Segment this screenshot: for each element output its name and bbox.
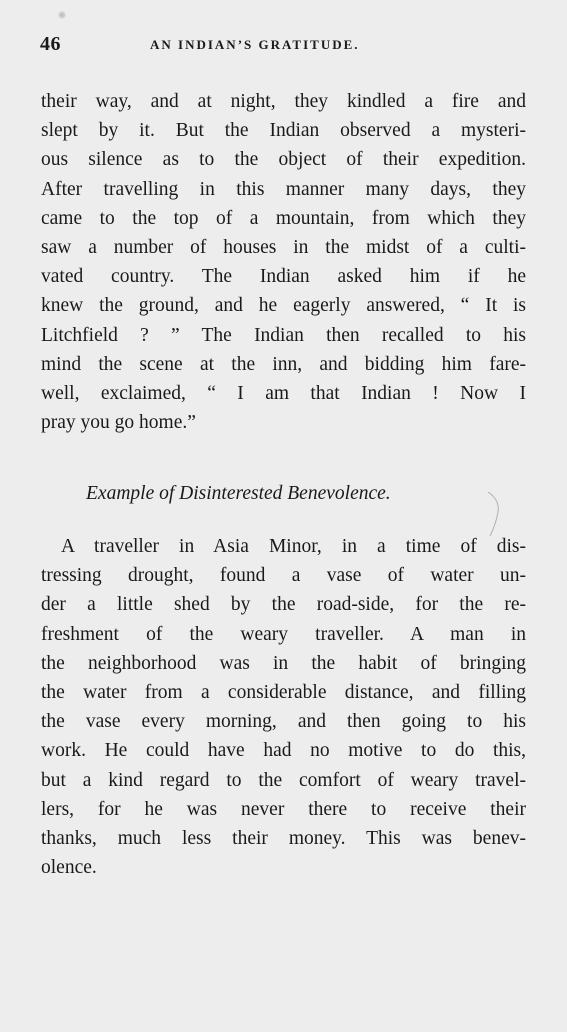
text-line: tressing drought, found a vase of water un-: [41, 565, 526, 587]
text-line: Litchfield ? ” The Indian then recalled to his: [41, 324, 526, 346]
paragraph-2: [41, 532, 526, 882]
text-line: the neighborhood was in the habit of bringing: [41, 652, 526, 674]
ink-speck: [58, 11, 66, 19]
text-line: well, exclaimed, “ I am that Indian ! Now I: [41, 383, 526, 405]
text-line: A traveller in Asia Minor, in a time of dis-: [61, 536, 526, 557]
paragraph-1: [41, 87, 526, 437]
text-line: came to the top of a mountain, from which they: [41, 207, 526, 229]
text-line: olence.: [41, 857, 97, 879]
text-line: saw a number of houses in the midst of a culti-: [41, 237, 526, 259]
text-line: their way, and at night, they kindled a fire and: [41, 91, 526, 112]
text-line: der a little shed by the road-side, for the re-: [41, 594, 526, 616]
text-line: freshment of the weary traveller. A man in: [41, 623, 526, 645]
running-head: AN INDIAN’S GRATITUDE.: [150, 37, 360, 52]
text-line: ous silence as to the object of their expedition.: [41, 149, 526, 171]
text-line: slept by it. But the Indian observed a mysteri-: [41, 120, 526, 142]
text-line: mind the scene at the inn, and bidding him fare-: [41, 353, 526, 375]
text-line: the water from a considerable distance, and filling: [41, 682, 526, 704]
text-line: knew the ground, and he eagerly answered, “ It is: [41, 295, 526, 317]
section-heading: Example of Disinterested Benevolence.: [86, 483, 391, 504]
text-line: vated country. The Indian asked him if he: [41, 266, 526, 288]
text-line: After travelling in this manner many days, they: [41, 178, 526, 200]
text-line: lers, for he was never there to receive their: [41, 798, 526, 820]
page-number: 46: [40, 33, 61, 55]
text-line: the vase every morning, and then going to his: [41, 711, 526, 733]
text-line: but a kind regard to the comfort of weary travel-: [41, 769, 526, 791]
text-line: thanks, much less their money. This was benev-: [41, 828, 526, 850]
text-line: pray you go home.”: [41, 412, 196, 434]
text-line: work. He could have had no motive to do this,: [41, 740, 526, 762]
